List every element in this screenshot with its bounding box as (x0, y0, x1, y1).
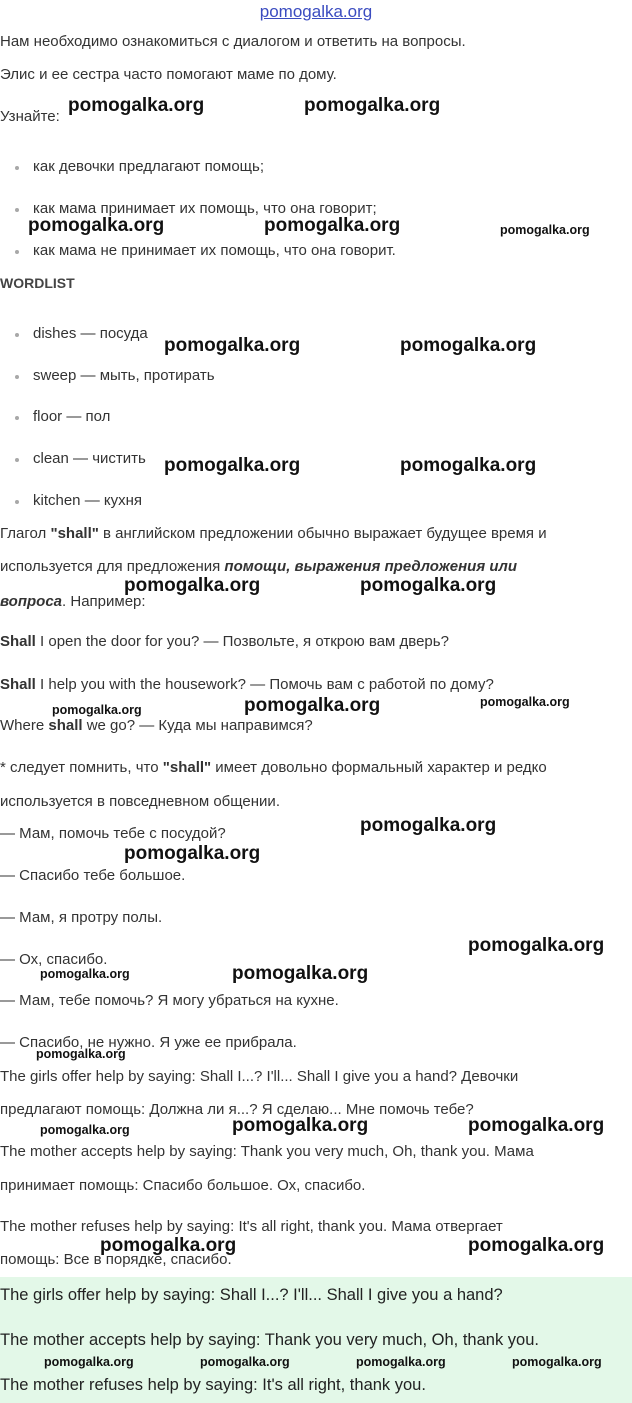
watermark: pomogalka.org (468, 1235, 605, 1256)
watermark: pomogalka.org (200, 1355, 290, 1369)
summary-line: The girls offer help by saying: Shall I...? I'll... Shall I give you a hand? (0, 1286, 503, 1304)
list-item: как мама принимает их помощь, что она говорит; (33, 200, 377, 217)
watermark: pomogalka.org (500, 223, 590, 237)
dialogue-line: — Мам, помочь тебе с посудой? (0, 825, 226, 842)
watermark: pomogalka.org (232, 1115, 369, 1136)
example-3 (0, 717, 313, 734)
shall-term: "shall" (162, 759, 212, 776)
watermark: pomogalka.org (52, 703, 142, 717)
watermark: pomogalka.org (124, 843, 261, 864)
summary-line: The mother accepts help by saying: Thank you very much, Oh, thank you. (0, 1331, 539, 1349)
example-1 (0, 633, 449, 650)
dialogue-line: — Ох, спасибо. (0, 951, 108, 968)
watermark: pomogalka.org (68, 95, 205, 116)
watermark: pomogalka.org (40, 967, 130, 981)
watermark: pomogalka.org (468, 935, 605, 956)
bullet-icon (15, 208, 19, 212)
bullet-icon (15, 375, 19, 379)
bullet-icon (15, 333, 19, 337)
emphasis: вопроса (0, 593, 63, 610)
answer-2-line-1: The mother accepts help by saying: Thank you very much, Oh, thank you. Мама (0, 1143, 534, 1160)
dialogue-line: — Спасибо, не нужно. Я уже ее прибрала. (0, 1034, 297, 1051)
grammar-line-2 (0, 558, 517, 575)
watermark: pomogalka.org (360, 575, 497, 596)
list-item: sweep — мыть, протирать (33, 367, 215, 384)
emphasis: помощи, выражения предложения или (224, 558, 518, 575)
summary-box (0, 1277, 632, 1403)
list-item: clean — чистить (33, 450, 146, 467)
watermark: pomogalka.org (512, 1355, 602, 1369)
watermark: pomogalka.org (304, 95, 441, 116)
watermark: pomogalka.org (232, 963, 369, 984)
text: в английском предложении обычно выражает будущее время и (98, 525, 547, 542)
grammar-line-1 (0, 525, 547, 542)
watermark: pomogalka.org (124, 575, 261, 596)
dialogue-line: — Мам, тебе помочь? Я могу убраться на кухне. (0, 992, 339, 1009)
dialogue-line: — Спасибо тебе большое. (0, 867, 186, 884)
watermark: pomogalka.org (480, 695, 570, 709)
text: . Например: (62, 593, 146, 610)
watermark: pomogalka.org (400, 335, 537, 356)
shall-term: "shall" (50, 525, 99, 542)
note-line-2: используется в повседневном общении. (0, 793, 280, 810)
intro-line-2: Элис и ее сестра часто помогают маме по дому. (0, 66, 337, 83)
watermark: pomogalka.org (244, 695, 381, 716)
text: Where (0, 717, 49, 734)
learn-label: Узнайте: (0, 108, 60, 125)
bullet-icon (15, 166, 19, 170)
watermark: pomogalka.org (360, 815, 497, 836)
watermark: pomogalka.org (28, 215, 165, 236)
bullet-icon (15, 500, 19, 504)
text: I help you with the housework? — Помочь вам с работой по дому? (35, 676, 494, 693)
answer-2-line-2: принимает помощь: Спасибо большое. Ох, спасибо. (0, 1177, 366, 1194)
list-item: kitchen — кухня (33, 492, 142, 509)
text: используется для предложения (0, 558, 225, 575)
watermark: pomogalka.org (44, 1355, 134, 1369)
list-item: floor — пол (33, 408, 111, 425)
shall-term: shall (48, 717, 83, 734)
text: * следует помнить, что (0, 759, 163, 776)
watermark: pomogalka.org (36, 1047, 126, 1061)
text: имеет довольно формальный характер и редко (211, 759, 547, 776)
list-item: как девочки предлагают помощь; (33, 158, 265, 175)
bullet-icon (15, 458, 19, 462)
answer-1-line-2: предлагают помощь: Должна ли я...? Я сделаю... Мне помочь тебе? (0, 1101, 474, 1118)
text: Глагол (0, 525, 51, 542)
watermark: pomogalka.org (400, 455, 537, 476)
list-item: dishes — посуда (33, 325, 148, 342)
text: I open the door for you? — Позвольте, я открою вам дверь? (35, 633, 449, 650)
watermark: pomogalka.org (40, 1123, 130, 1137)
answer-1-line-1: The girls offer help by saying: Shall I...? I'll... Shall I give you a hand? Девочки (0, 1068, 519, 1085)
text: we go? — Куда мы направимся? (82, 717, 313, 734)
watermark: pomogalka.org (468, 1115, 605, 1136)
answer-3-line-1: The mother refuses help by saying: It's all right, thank you. Мама отвергает (0, 1218, 503, 1235)
watermark: pomogalka.org (100, 1235, 237, 1256)
wordlist-heading: WORDLIST (0, 275, 75, 291)
watermark: pomogalka.org (164, 335, 301, 356)
list-item: как мама не принимает их помощь, что она говорит. (33, 242, 396, 259)
summary-line: The mother refuses help by saying: It's all right, thank you. (0, 1376, 426, 1394)
shall-term: Shall (0, 633, 36, 650)
site-link-top[interactable]: pomogalka.org (259, 2, 373, 21)
watermark: pomogalka.org (264, 215, 401, 236)
example-2 (0, 676, 494, 693)
watermark: pomogalka.org (356, 1355, 446, 1369)
dialogue-line: — Мам, я протру полы. (0, 909, 163, 926)
note-line-1 (0, 759, 547, 776)
answer-3-line-2: помощь: Все в порядке, спасибо. (0, 1251, 232, 1268)
bullet-icon (15, 416, 19, 420)
shall-term: Shall (0, 676, 36, 693)
bullet-icon (15, 250, 19, 254)
watermark: pomogalka.org (164, 455, 301, 476)
intro-line-1: Нам необходимо ознакомиться с диалогом и ответить на вопросы. (0, 33, 466, 50)
